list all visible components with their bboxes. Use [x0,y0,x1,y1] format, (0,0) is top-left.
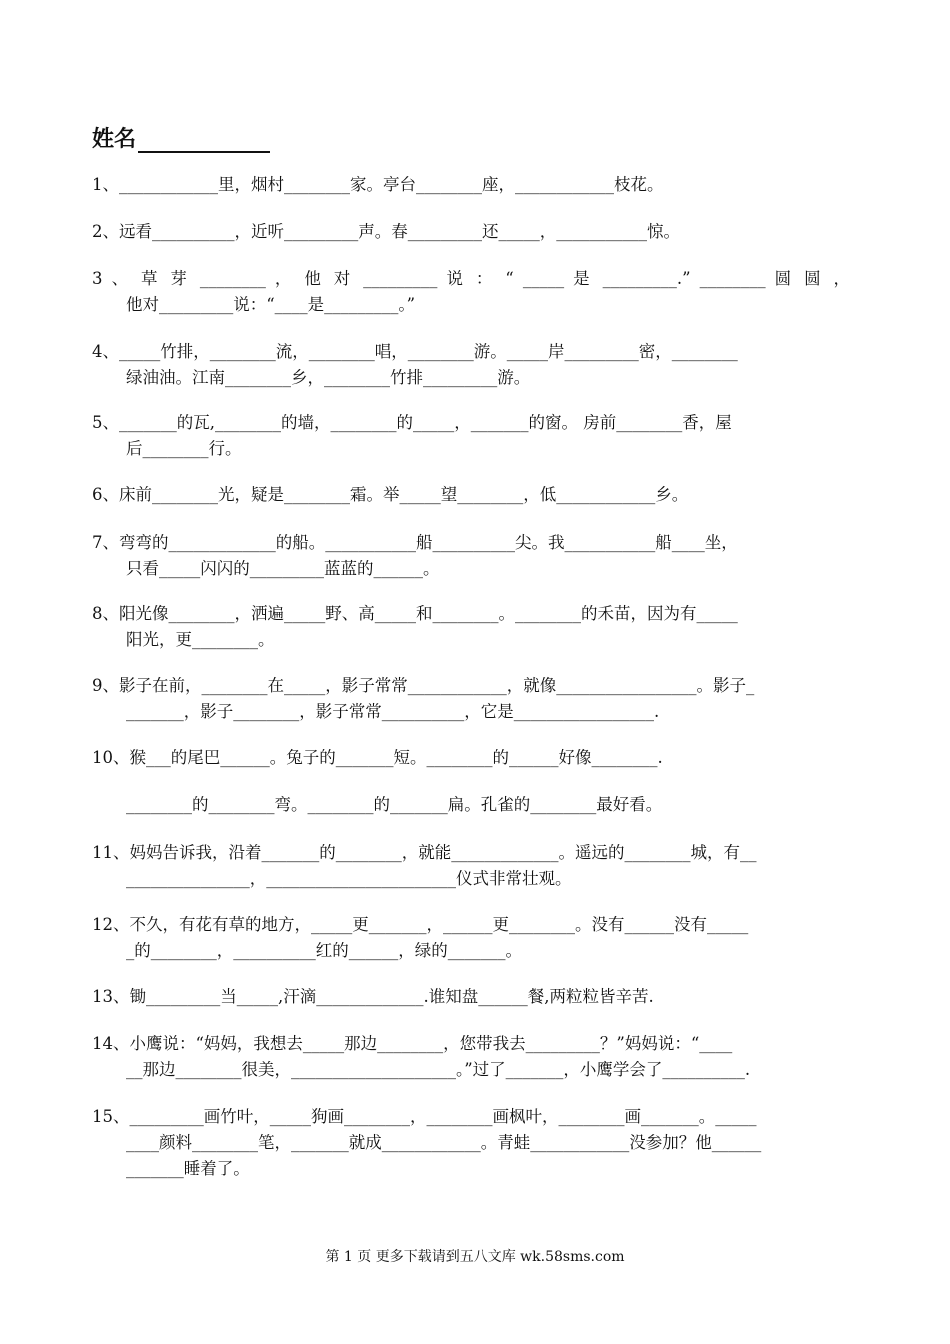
question-line: 7、弯弯的_____________的船。___________船__________尖。我___________船____坐， [92,533,738,552]
name-blank[interactable] [138,129,270,153]
question-11 [92,840,850,892]
question-line: 5、_______的瓦,________的墙，________的_____，_______的窗。 房前________香，屋 [92,413,732,432]
question-line: 13、锄_________当_____,汗滴_____________.谁知盘______餐,两粒粒皆辛苦. [92,987,654,1006]
name-field [92,122,270,153]
question-line: 14、小鹰说：“妈妈，我想去_____那边________，您带我去_________？”妈妈说：“____ [92,1034,733,1053]
question-line: 12、不久，有花有草的地方，_____更_______，______更________。没有______没有_____ [92,915,749,934]
question-line: _______________，_______________________仪式非常壮观。 [126,869,572,888]
question-13 [92,984,850,1010]
question-10 [92,745,850,818]
question-line: 10、猴___的尾巴______。兔子的_______短。________的______好像________. [92,748,663,767]
name-label: 姓名 [92,127,137,152]
question-line: _______睡着了。 [126,1159,250,1178]
question-line: 绿油油。江南________乡，________竹排_________游。 [126,368,531,387]
question-line: 15、_________画竹叶，_____狗画________，________画枫叶，________画_______。_____ [92,1107,757,1126]
question-line: ____颜料________笔，_______就成____________。青蛙____________没参加？他______ [126,1133,762,1152]
question-6 [92,482,850,508]
question-line: 4、_____竹排，________流，________唱，________游。_____岸_________密，________ [92,342,738,361]
question-line: 11、妈妈告诉我，沿着_______的________，就能_____________。遥远的________城，有__ [92,843,757,862]
question-9 [92,673,850,725]
question-line: 阳光，更________。 [126,630,275,649]
question-15 [92,1104,850,1182]
question-12 [92,912,850,964]
question-line: 6、床前________光，疑是________霜。举_____望________，低____________乡。 [92,485,689,504]
question-line: 2、远看__________，近听_________声。春_________还_____，___________惊。 [92,222,680,241]
question-spacer [92,771,850,792]
question-line: ________的________弯。________的_______扁。孔雀的________最好看。 [126,795,663,814]
question-2 [92,219,850,245]
question-line: 8、阳光像________，洒遍_____野、高_____和________。________的禾苗，因为有_____ [92,604,738,623]
question-line: 1、____________里，烟村________家。亭台________座，____________枝花。 [92,175,664,194]
question-3 [92,266,850,318]
question-14 [92,1031,850,1083]
question-line: 9、影子在前，________在_____，影子常常____________，就像_________________。影子_ [92,676,755,695]
question-5 [92,410,850,462]
question-4 [92,339,850,391]
question-7 [92,530,850,582]
question-8 [92,601,850,653]
question-1 [92,172,850,198]
question-line: _的________，__________红的______，绿的_______。 [126,941,522,960]
question-line: 只看_____闪闪的_________蓝蓝的______。 [126,559,440,578]
question-line: 3 、 草 芽 ________ ， 他 对 _________ 说 ： “ _____ 是 _________.” ________ 圆 圆 ， [92,269,850,288]
question-line: _______，影子________，影子常常__________，它是_________________. [126,702,660,721]
question-line: 后________行。 [126,439,242,458]
question-line: 他对_________说：“____是_________。” [126,295,416,314]
page-footer: 第 1 页 更多下载请到五八文库 wk.58sms.com [325,1249,625,1265]
question-line: __那边________很美，____________________。”过了_______，小鹰学会了__________. [126,1060,751,1079]
